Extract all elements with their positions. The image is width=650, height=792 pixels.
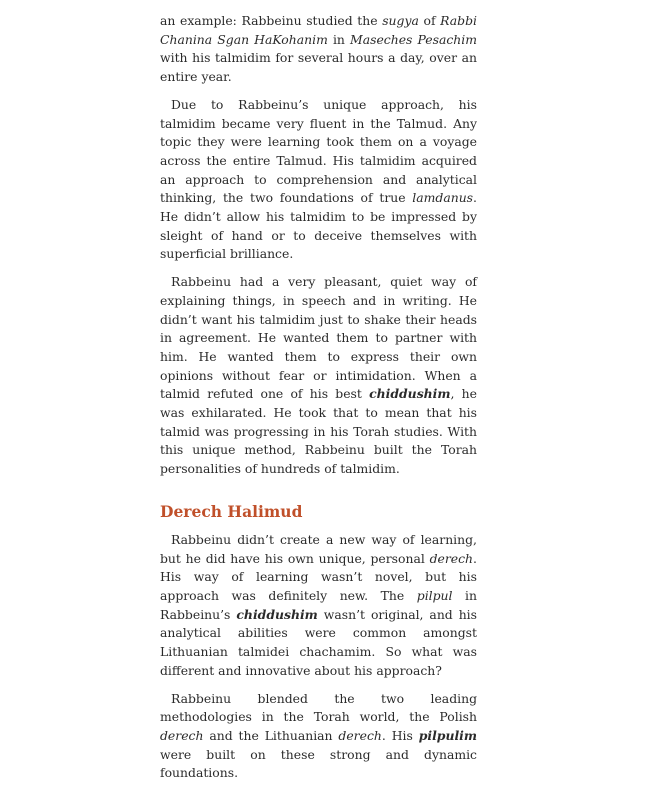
text-run: an example: Rabbeinu studied the (160, 13, 383, 28)
document-page (160, 12, 477, 792)
text-run: in Rabbeinu’s (160, 587, 477, 622)
text-run: Rabbeinu had a very pleasant, quiet way of explaining things, in speech and in writing. He didn’t want his talmidim just to shake their heads in agreement. He wanted them to partner with him. He wanted them to express their own opinions without fear or intimidation. When a talmid refuted one of his best (160, 274, 477, 402)
italic-term: lamdanus (412, 190, 474, 206)
section-paragraphs (160, 531, 477, 783)
italic-term: pilpul (416, 587, 453, 603)
text-run: , he was exhilarated. He took that to mean that his talmid was progressing in his Torah studies. With this unique method, Rabbeinu built the Torah personalities of hundreds of talmidim. (160, 386, 477, 477)
text-run: of (418, 13, 441, 28)
text-run: were built on these strong and dynamic foundations. (160, 746, 477, 781)
italic-term: Rabbi Chanina Sgan HaKohanim (160, 13, 477, 47)
text-run: Rabbeinu blended the two leading methodologies in the Torah world, the Polish (160, 690, 477, 725)
italic-term: derech (160, 727, 204, 743)
italic-term: derech (429, 550, 474, 566)
italic-term: Maseches Pesachim (350, 31, 477, 47)
text-run: wasn’t original, and his analytical abilities were common amongst Lithuanian talmidei chachamim. So what was different and innovative about his approach? (160, 606, 477, 678)
bold-italic-term: chiddushim (236, 606, 318, 622)
intro-paragraphs (160, 12, 477, 479)
text-run: . He didn’t allow his talmidim to be impressed by sleight of hand or to deceive themselves with superficial brilliance. (160, 190, 477, 262)
bold-italic-term: chiddushim (369, 386, 451, 402)
text-run: Due to Rabbeinu’s unique approach, his talmidim became very fluent in the Talmud. Any topic they were learning took them on a voyage across the entire Talmud. His talmidim acquired an approach to comprehension and analytical thinking, the two foundations of true (160, 96, 477, 206)
text-run: . His (381, 727, 419, 743)
text-run: in (327, 31, 351, 47)
text-run: . His way of learning wasn’t novel, but his approach was definitely new. The (160, 550, 477, 603)
paragraph (160, 531, 477, 681)
paragraph (160, 96, 477, 264)
bold-italic-term: pilpulim (418, 727, 477, 743)
text-run: and the Lithuanian (203, 727, 339, 743)
section-heading: Derech Halimud (160, 501, 303, 521)
italic-term: derech (338, 727, 382, 743)
text-run: with his talmidim for several hours a day, over an entire year. (160, 50, 477, 85)
italic-term: sugya (382, 13, 419, 28)
paragraph (160, 690, 477, 784)
paragraph (160, 12, 477, 87)
paragraph (160, 273, 477, 479)
text-run: Rabbeinu didn’t create a new way of learning, but he did have his own unique, personal (160, 531, 477, 566)
